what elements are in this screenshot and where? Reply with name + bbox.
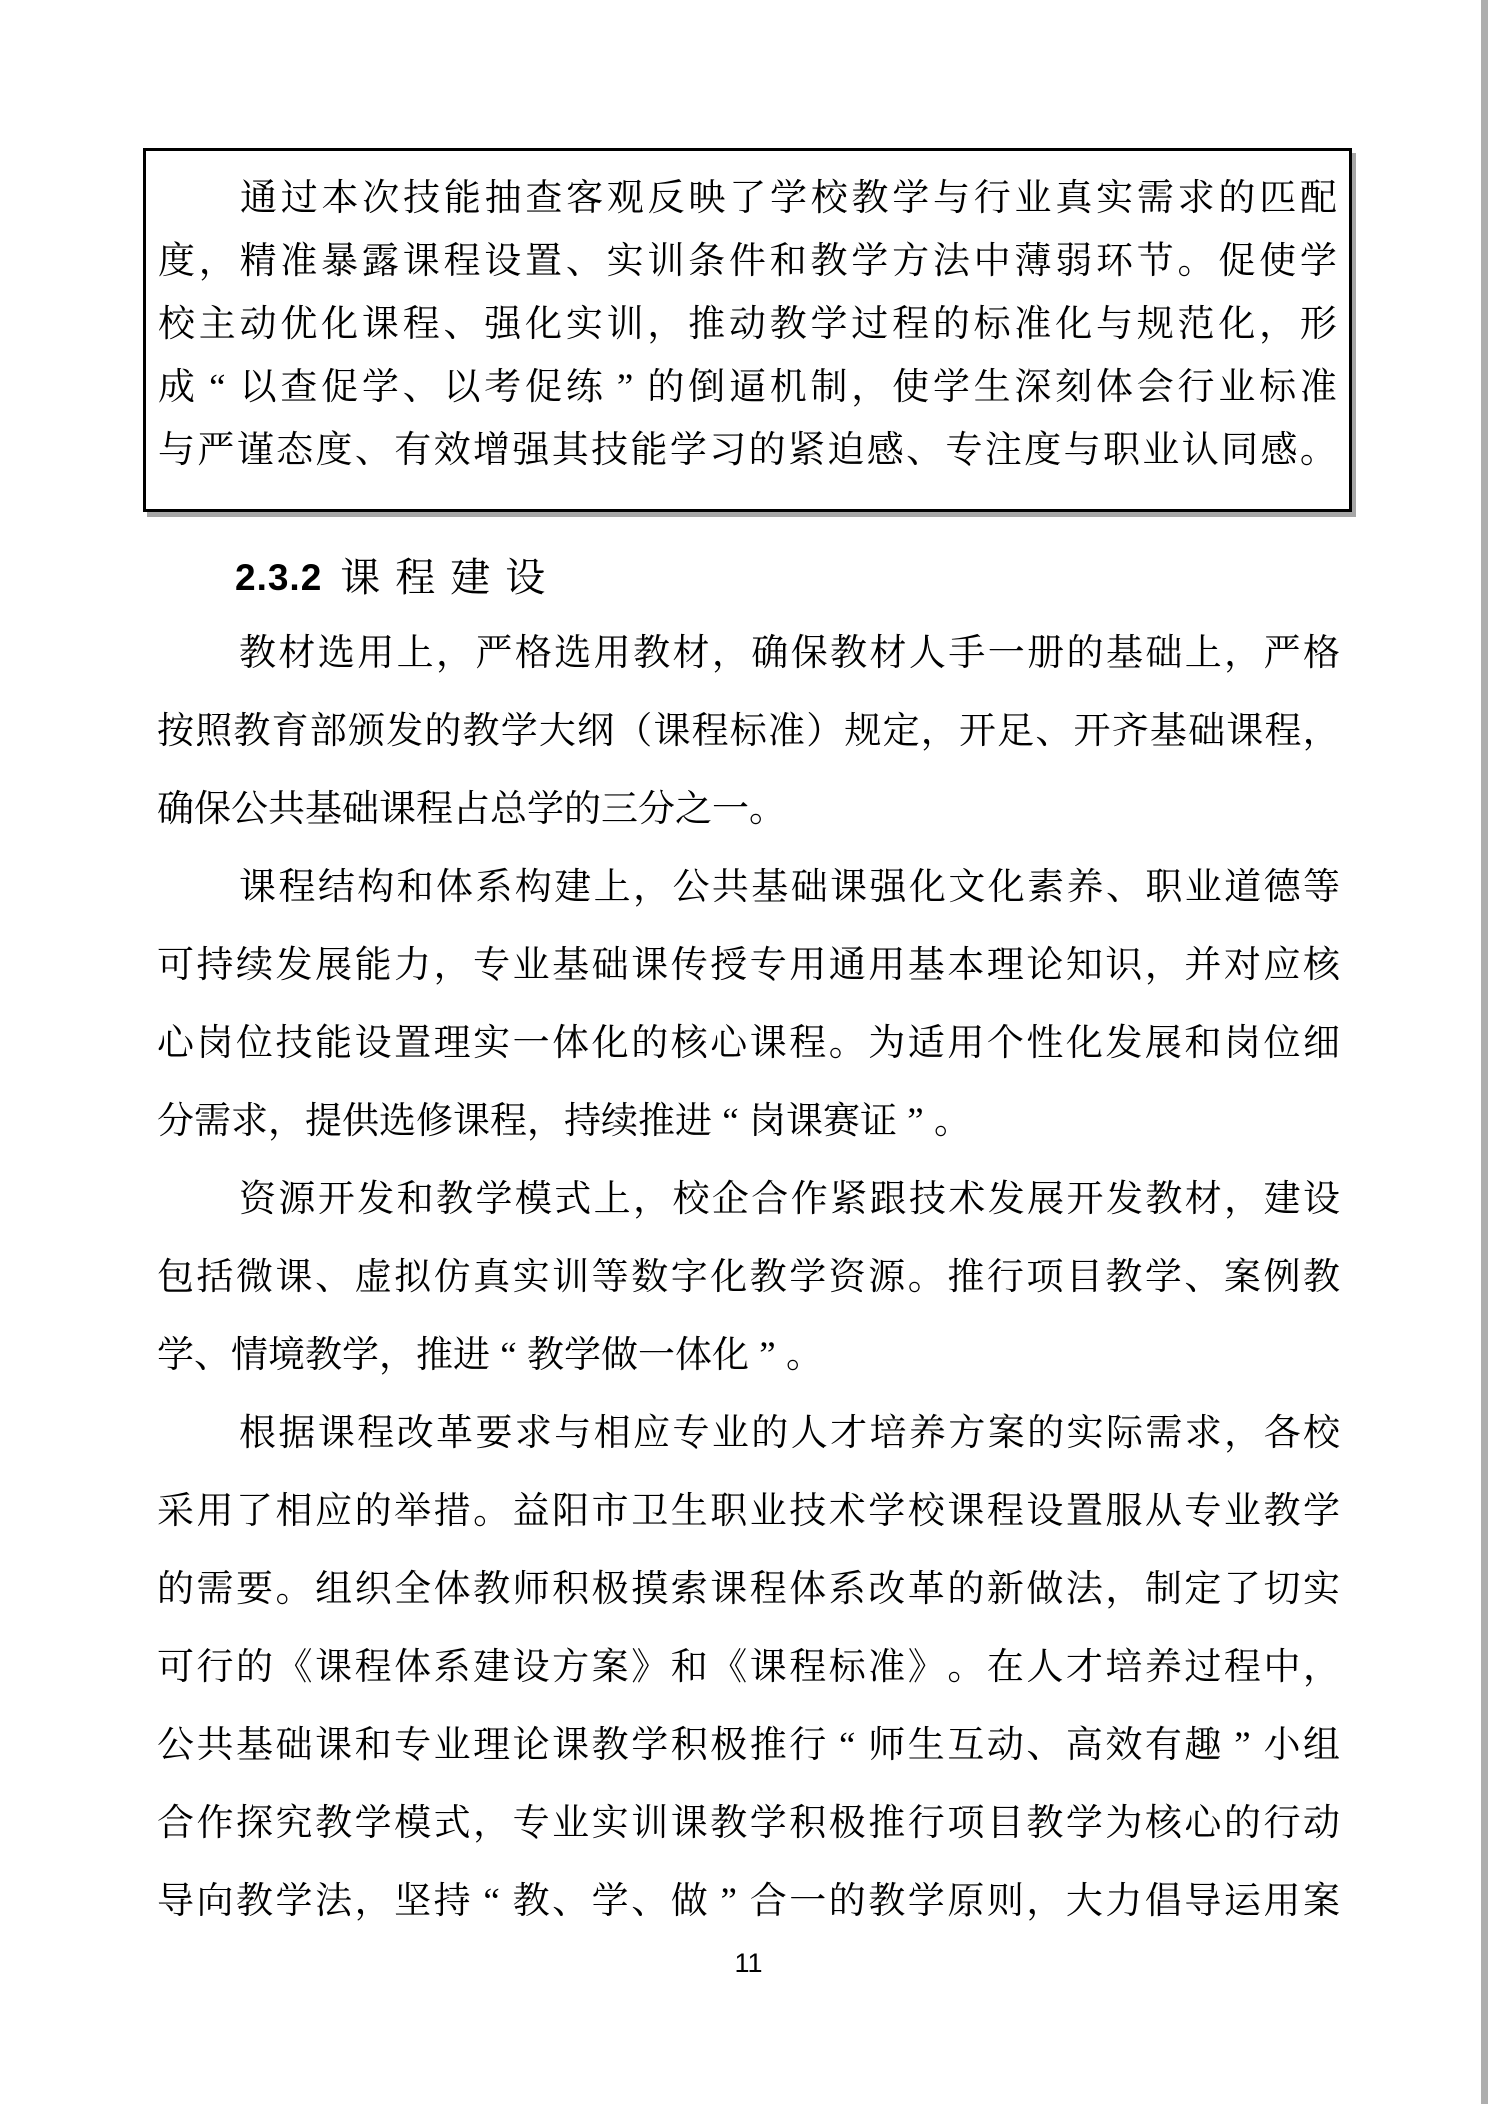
text-line: 确 保 公 共 基 础 课 程 占 总 学 的 三 分 之 一 。 (157, 788, 786, 830)
section-title: 课 程 建 设 (340, 555, 546, 600)
page-number: 11 (734, 1948, 763, 1978)
text-line: 分 需 求 ， 提 供 选 修 课 程 ， 持 续 推 进 “ 岗 课 赛 证 ” 。 (157, 1100, 971, 1142)
text-line: 根 据 课 程 改 革 要 求 与 相 应 专 业 的 人 才 培 养 方 案 的 实 际 需 求 ， 各 校 (239, 1412, 1340, 1454)
text-line: 可 行 的 《 课 程 体 系 建 设 方 案 》 和 《 课 程 标 准 》 。 在 人 才 培 养 过 程 中 ， (157, 1646, 1340, 1688)
text-line: 校 主 动 优 化 课 程 、 强 化 实 训 ， 推 动 教 学 过 程 的 标 准 化 与 规 范 化 ， 形 (158, 304, 1337, 346)
text-line: 合 作 探 究 教 学 模 式 ， 专 业 实 训 课 教 学 积 极 推 行 项 目 教 学 为 核 心 的 行 动 (157, 1802, 1340, 1844)
text-line: 心 岗 位 技 能 设 置 理 实 一 体 化 的 核 心 课 程 。 为 适 用 个 性 化 发 展 和 岗 位 细 (157, 1022, 1340, 1064)
text-line: 通 过 本 次 技 能 抽 查 客 观 反 映 了 学 校 教 学 与 行 业 真 实 需 求 的 匹 配 (240, 178, 1337, 220)
text-line: 公 共 基 础 课 和 专 业 理 论 课 教 学 积 极 推 行 “ 师 生 互 动 、 高 效 有 趣 ” 小 组 (157, 1724, 1340, 1766)
text-line: 与 严 谨 态 度 、 有 效 增 强 其 技 能 学 习 的 紧 迫 感 、 专 注 度 与 职 业 认 同 感 。 (158, 430, 1337, 472)
section-heading (235, 550, 560, 606)
text-line: 导 向 教 学 法 ， 坚 持 “ 教 、 学 、 做 ” 合 一 的 教 学 原 则 ， 大 力 倡 导 运 用 案 (157, 1880, 1340, 1922)
text-line: 按 照 教 育 部 颁 发 的 教 学 大 纲 （ 课 程 标 准 ） 规 定 ， 开 足 、 开 齐 基 础 课 程 ， (157, 710, 1340, 752)
text-line: 资 源 开 发 和 教 学 模 式 上 ， 校 企 合 作 紧 跟 技 术 发 展 开 发 教 材 ， 建 设 (239, 1178, 1340, 1220)
text-line: 可 持 续 发 展 能 力 ， 专 业 基 础 课 传 授 专 用 通 用 基 本 理 论 知 识 ， 并 对 应 核 (157, 944, 1340, 986)
text-line: 成 “ 以 查 促 学 、 以 考 促 练 ” 的 倒 逼 机 制 ， 使 学 生 深 刻 体 会 行 业 标 准 (158, 367, 1337, 409)
text-line: 包 括 微 课 、 虚 拟 仿 真 实 训 等 数 字 化 教 学 资 源 。 推 行 项 目 教 学 、 案 例 教 (157, 1256, 1340, 1298)
summary-callout-box (143, 148, 1352, 512)
text-line: 的 需 要 。 组 织 全 体 教 师 积 极 摸 索 课 程 体 系 改 革 的 新 做 法 ， 制 定 了 切 实 (157, 1568, 1340, 1610)
text-line: 度 ， 精 准 暴 露 课 程 设 置 、 实 训 条 件 和 教 学 方 法 中 薄 弱 环 节 。 促 使 学 (158, 241, 1337, 283)
section-number: 2.3.2 (235, 557, 323, 598)
text-line: 采 用 了 相 应 的 举 措 。 益 阳 市 卫 生 职 业 技 术 学 校 课 程 设 置 服 从 专 业 教 学 (157, 1490, 1340, 1532)
page-right-edge (1481, 0, 1488, 2104)
text-line: 学 、 情 境 教 学 ， 推 进 “ 教 学 做 一 体 化 ” 。 (157, 1334, 823, 1376)
text-line: 教 材 选 用 上 ， 严 格 选 用 教 材 ， 确 保 教 材 人 手 一 册 的 基 础 上 ， 严 格 (239, 632, 1340, 674)
text-line: 课 程 结 构 和 体 系 构 建 上 ， 公 共 基 础 课 强 化 文 化 素 养 、 职 业 道 德 等 (239, 866, 1340, 908)
body-text (157, 615, 1340, 1941)
